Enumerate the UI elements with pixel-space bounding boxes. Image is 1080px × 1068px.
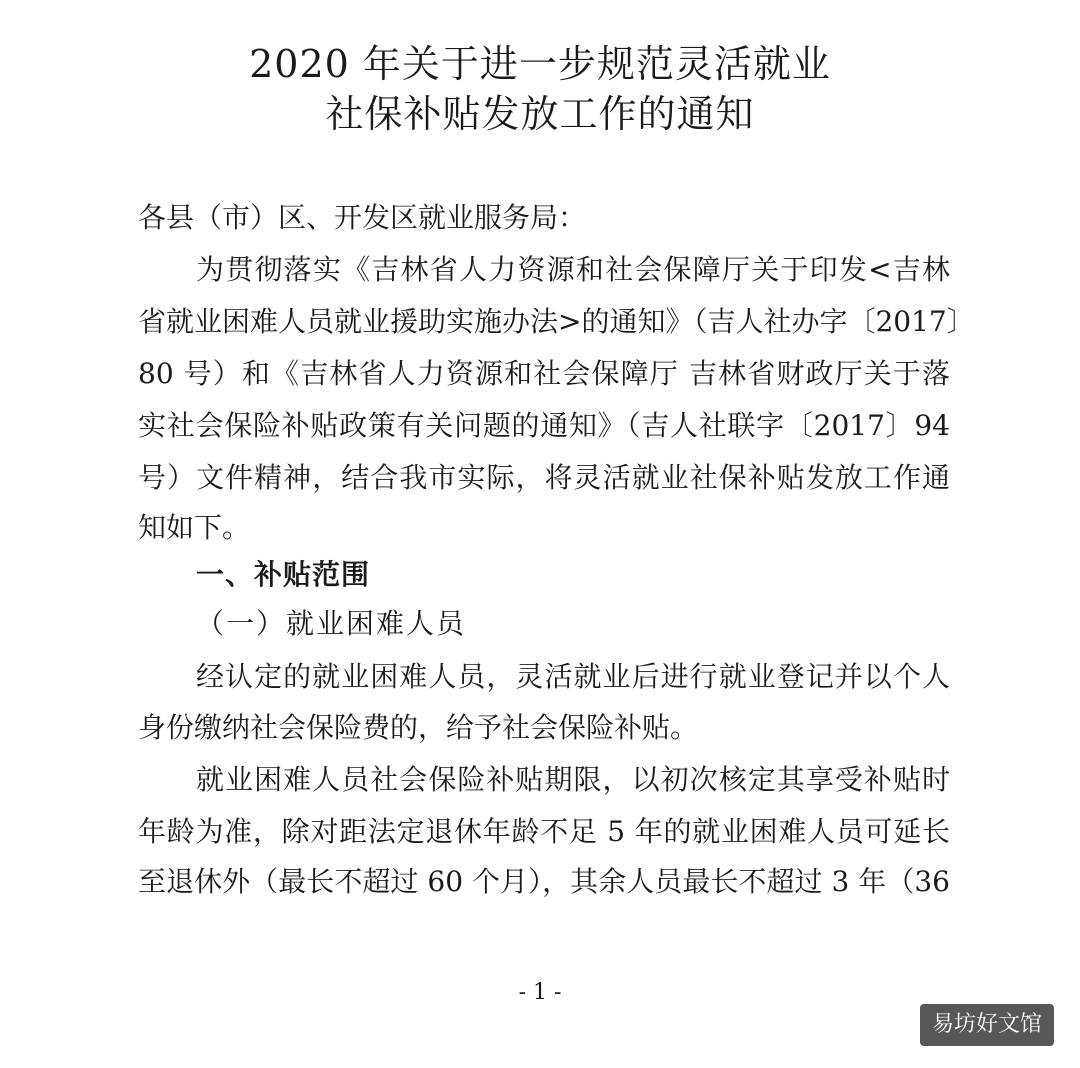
paragraph-2-line-2: 身份缴纳社会保险费的，给予社会保险补贴。: [138, 711, 699, 744]
paragraph-2-line-1: 经认定的就业困难人员，灵活就业后进行就业登记并以个人: [196, 660, 950, 693]
paragraph-3-line-1: 就业困难人员社会保险补贴期限，以初次核定其享受补贴时: [196, 763, 950, 796]
paragraph-1-line-1: 为贯彻落实《吉林省人力资源和社会保障厅关于印发<吉林: [196, 253, 950, 286]
page-number: - 1 -: [518, 980, 562, 1005]
document-title-line-2: 社保补贴发放工作的通知: [325, 92, 755, 136]
paragraph-1-line-5: 号）文件精神，结合我市实际，将灵活就业社保补贴发放工作通: [138, 461, 950, 494]
paragraph-3-line-3: 至退休外（最长不超过 60 个月），其余人员最长不超过 3 年（36: [138, 865, 950, 898]
paragraph-1-line-2: 省就业困难人员就业援助实施办法>的通知》（吉人社办字〔2017〕: [138, 305, 975, 338]
paragraph-1-line-4: 实社会保险补贴政策有关问题的通知》（吉人社联字〔2017〕94: [138, 409, 950, 442]
paragraph-1-line-6: 知如下。: [138, 511, 251, 544]
watermark-badge: 易坊好文馆: [920, 1004, 1054, 1046]
section-1-heading: 一、补贴范围: [196, 558, 371, 591]
paragraph-1-line-3: 80 号）和《吉林省人力资源和社会保障厅 吉林省财政厅关于落: [138, 357, 950, 390]
paragraph-3-line-2: 年龄为准，除对距法定退休年龄不足 5 年的就业困难人员可延长: [138, 815, 950, 848]
salutation: 各县（市）区、开发区就业服务局：: [138, 201, 587, 234]
subsection-1-heading: （一）就业困难人员: [196, 607, 467, 640]
document-title-line-1: 2020 年关于进一步规范灵活就业: [249, 42, 831, 86]
